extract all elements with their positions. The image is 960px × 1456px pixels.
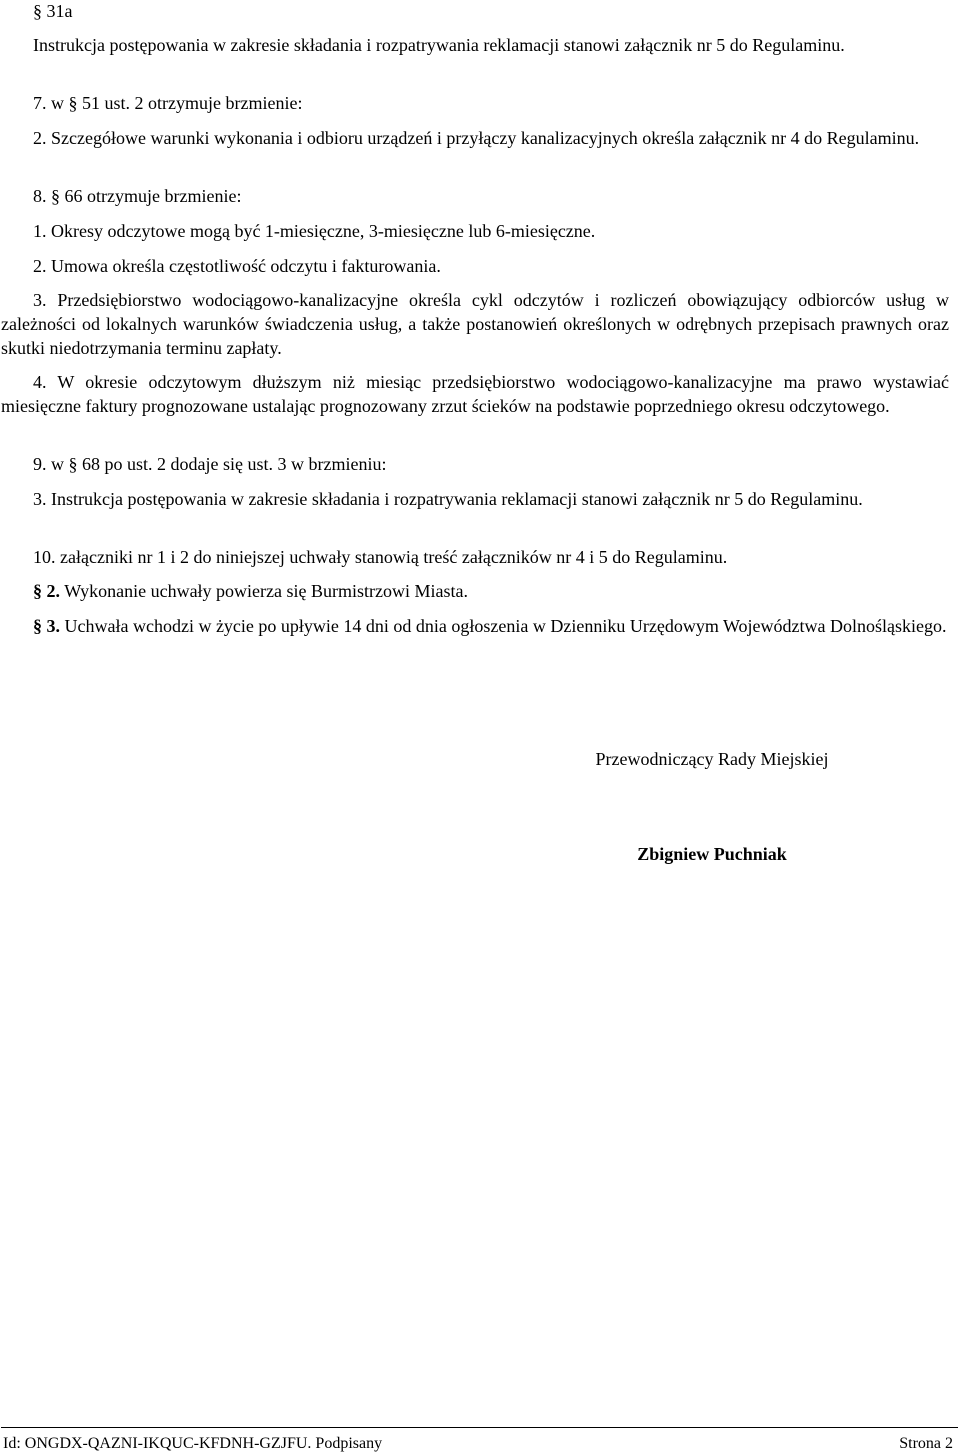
paragraph-item-1-periods: 1. Okresy odczytowe mogą być 1-miesięczne, 3-miesięczne lub 6-miesięczne. xyxy=(33,221,596,241)
signature-title: Przewodniczący Rady Miejskiej xyxy=(595,749,829,769)
section-3-text: Uchwała wchodzi w życie po upływie 14 dni od dnia ogłoszenia w Dzienniku Urzędowym Województwa Dolnośląskiego. xyxy=(64,616,947,636)
footer-divider xyxy=(1,1427,958,1428)
signature-name: Zbigniew Puchniak xyxy=(637,844,787,864)
document-id: Id: ONGDX-QAZNI-IKQUC-KFDNH-GZJFU. Podpisany xyxy=(3,1435,383,1452)
paragraph-section-3 xyxy=(1,614,949,638)
section-3-label: § 3. xyxy=(33,616,60,636)
paragraph-item-7: 7. w § 51 ust. 2 otrzymuje brzmienie: xyxy=(33,93,303,113)
paragraph-section-2 xyxy=(1,579,949,603)
page-number: Strona 2 xyxy=(899,1435,953,1452)
paragraph-item-10: 10. załączniki nr 1 i 2 do niniejszej uchwały stanowią treść załączników nr 4 i 5 do Regulaminu. xyxy=(33,547,728,567)
paragraph-item-9: 9. w § 68 po ust. 2 dodaje się ust. 3 w brzmieniu: xyxy=(33,454,387,474)
paragraph-item-3-instruction: 3. Instrukcja postępowania w zakresie składania i rozpatrywania reklamacji stanowi załącznik nr 5 do Regulaminu. xyxy=(33,489,863,509)
section-2-label: § 2. xyxy=(33,581,60,601)
paragraph-item-2-frequency: 2. Umowa określa częstotliwość odczytu i fakturowania. xyxy=(33,256,441,276)
paragraph-item-2-conditions: 2. Szczegółowe warunki wykonania i odbioru urządzeń i przyłączy kanalizacyjnych określa załącznik nr 4 do Regulaminu. xyxy=(33,128,920,148)
paragraph-instruction: Instrukcja postępowania w zakresie składania i rozpatrywania reklamacji stanowi załącznik nr 5 do Regulaminu. xyxy=(33,35,845,55)
section-2-text: Wykonanie uchwały powierza się Burmistrzowi Miasta. xyxy=(64,581,468,601)
paragraph-item-3-cycle: 3. Przedsiębiorstwo wodociągowo-kanalizacyjne określa cykl odczytów i rozliczeń obowiązujący odbiorców usług w zależności od lokalnych warunków świadczenia usług, a także postanowień określonych w odrębnych przepisach prawnych oraz skutki niedotrzymania terminu zapłaty. xyxy=(1,290,949,358)
paragraph-item-4-forecast: 4. W okresie odczytowym dłuższym niż miesiąc przedsiębiorstwo wodociągowo-kanalizacyjne ma prawo wystawiać miesięczne faktury prognozowane ustalając prognozowany zrzut ścieków na podstawie poprzedniego okresu odczytowego. xyxy=(1,372,949,416)
section-heading: § 31a xyxy=(33,1,73,21)
paragraph-item-8: 8. § 66 otrzymuje brzmienie: xyxy=(33,186,242,206)
